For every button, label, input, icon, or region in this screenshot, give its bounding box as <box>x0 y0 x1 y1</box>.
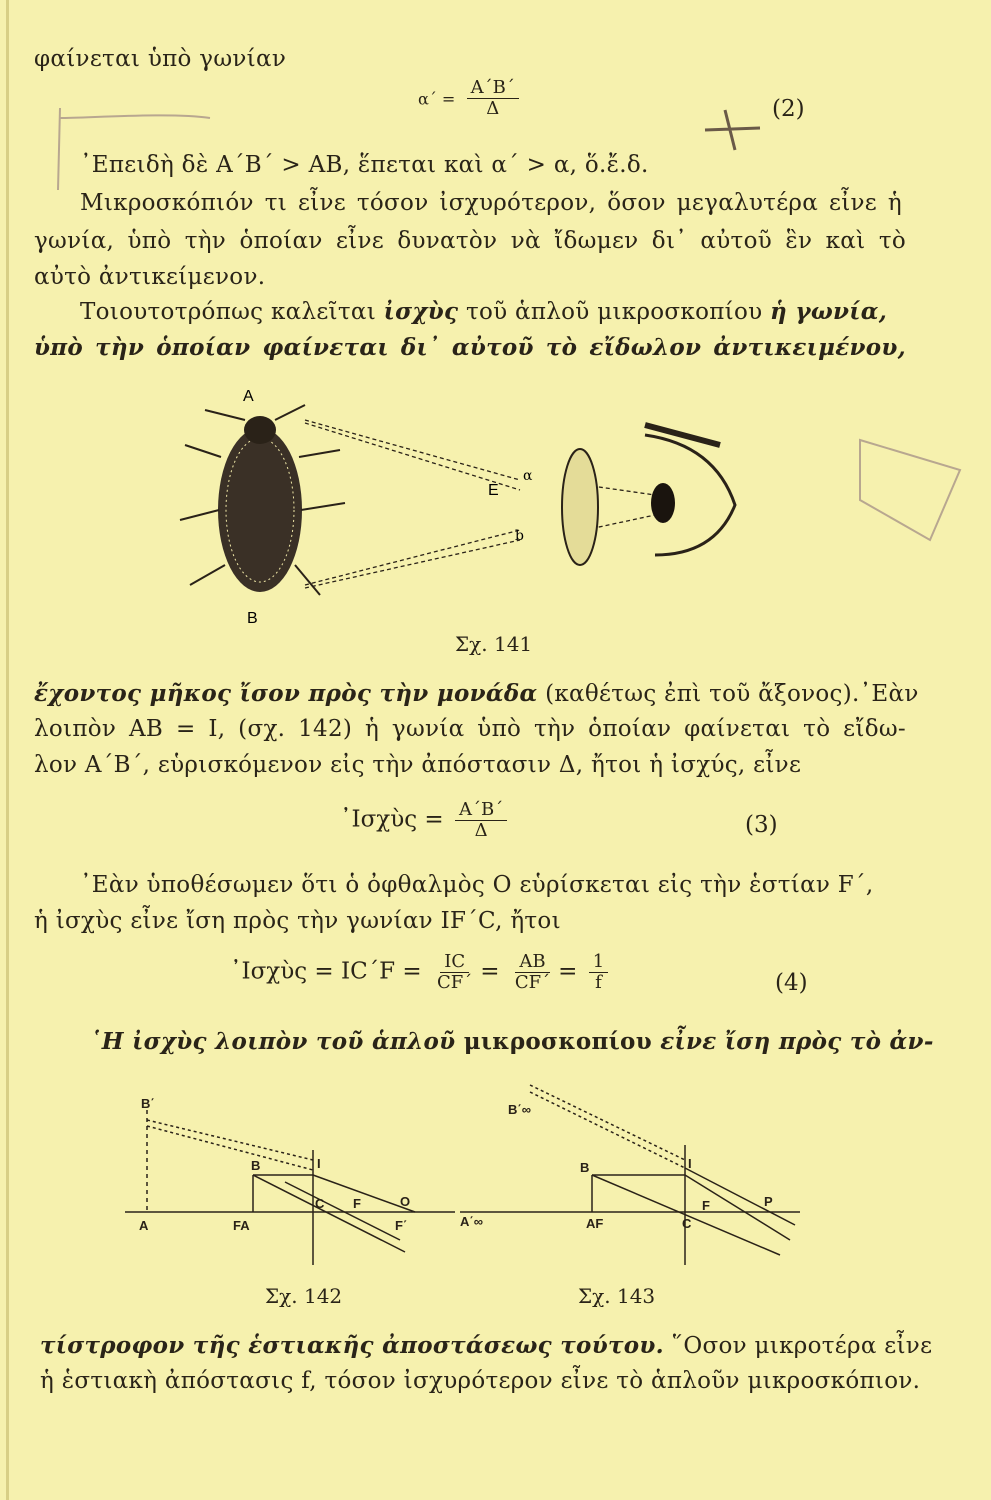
label-B: B <box>580 1160 590 1175</box>
label-E: Ε <box>488 482 499 499</box>
label-Bp: B΄ <box>141 1096 155 1111</box>
eq2-lhs: α΄ = <box>418 89 456 109</box>
label-I: I <box>688 1156 692 1171</box>
equation-number-4: (4) <box>775 970 808 996</box>
eq4-f1-denominator: CF΄ <box>437 971 473 993</box>
bold-term-ischys: ἰσχὺς <box>383 298 459 325</box>
figure-141 <box>175 385 775 625</box>
label-B: Β <box>247 610 258 627</box>
eq4-f2-denominator: CF΄ <box>514 971 551 993</box>
eq3-numerator: Α΄Β΄ <box>455 800 507 821</box>
bold-unit-length: ἔχοντος μῆκος ἴσον πρὸς τὴν μονάδα <box>34 680 538 707</box>
pencil-cross-mark <box>705 110 760 150</box>
text-line-12: ἡ ἰσχὺς εἶνε ἴση πρὸς τὴν γωνίαν IF΄C, ἤτοι <box>34 908 561 934</box>
label-b: b <box>515 528 524 544</box>
eq3-lhs: ᾿Ισχὺς = <box>340 806 444 833</box>
label-C: C <box>315 1196 325 1211</box>
ray <box>685 1168 795 1225</box>
text-line-2: ᾿Επειδὴ δὲ Α΄Β΄ > ΑΒ, ἕπεται καὶ α΄ > α, ὅ.ἔ.δ. <box>80 152 649 178</box>
text-span: (καθέτως ἐπὶ τοῦ ἄξονος).᾿Εὰν <box>537 681 919 707</box>
equation-4: ᾿Ισχὺς = IC΄F = $\frac{IC}{CF΄}$ = $\frac{AB}{CF΄}$ = $\frac{1}{f}$ <box>230 952 612 993</box>
label-A: A <box>139 1218 149 1233</box>
label-P: P <box>764 1194 773 1209</box>
dashed-ray <box>147 1126 313 1170</box>
ray <box>253 1175 408 1252</box>
text-line-3: Μικροσκόπιόν τι εἶνε τόσον ἰσχυρότερον, ὅσον μεγαλυτέρα εἶνε ἡ <box>80 190 902 216</box>
text-span: Τοιουτοτρόπως καλεῖται <box>80 299 384 325</box>
label-I: I <box>317 1156 321 1171</box>
text-span: τοῦ ἁπλοῦ μικροσκοπίου <box>458 299 771 325</box>
label-a: α <box>523 468 533 484</box>
eq2-numerator: Α΄Β΄ <box>467 78 519 99</box>
pencil-sketch <box>860 440 960 540</box>
bold-definition: ὑπὸ τὴν ὁποίαν φαίνεται δι᾿ αὐτοῦ τὸ εἴδωλον ἀντικειμένου, <box>34 334 906 361</box>
dashed-ray <box>147 1120 313 1160</box>
light-rays <box>305 420 655 588</box>
eq4-fraction-1 <box>433 952 476 993</box>
bold-term-gonia: ἡ γωνία, <box>770 298 888 325</box>
dashed-ray <box>530 1092 685 1168</box>
pencil-stroke <box>60 115 210 118</box>
text-line-9: λοιπὸν ΑΒ = Ι, (σχ. 142) ἡ γωνία ὑπὸ τὴν ὁποίαν φαίνεται τὸ εἴδω- <box>34 716 906 742</box>
text-line-10: λον Α΄Β΄, εὑρισκόμενον εἰς τὴν ἀπόστασιν Δ, ἤτοι ἡ ἰσχύς, εἶνε <box>34 752 802 778</box>
eq4-lhs: ᾿Ισχὺς = IC΄F = <box>230 958 422 985</box>
beetle-drawing <box>180 405 345 595</box>
eq4-fraction-3 <box>589 952 608 993</box>
text-line-11: ᾿Εὰν ὑποθέσωμεν ὅτι ὁ ὀφθαλμὸς Ο εὑρίσκεται εἰς τὴν ἑστίαν F΄, <box>80 872 874 898</box>
figure-143 <box>460 1080 800 1280</box>
text-line-8 <box>34 680 919 707</box>
text-line-7 <box>34 334 906 361</box>
figure-143-caption: Σχ. 143 <box>578 1284 656 1308</box>
text-line-1: φαίνεται ὑπὸ γωνίαν <box>34 46 287 72</box>
bold-text: τίστροφον τῆς ἑστιακῆς ἀποστάσεως τούτου. <box>40 1332 664 1359</box>
label-B: B <box>251 1158 261 1173</box>
label-FA: FA <box>233 1218 250 1233</box>
ray <box>592 1175 780 1255</box>
label-O: O <box>400 1194 411 1209</box>
text-line-6 <box>80 298 887 325</box>
label-C: C <box>682 1216 692 1231</box>
text-line-13 <box>90 1028 934 1055</box>
figure-142 <box>125 1090 465 1290</box>
eq4-fraction-2 <box>511 952 554 993</box>
eq3-denominator: Δ <box>474 819 488 841</box>
label-Ainf: A΄∞ <box>460 1214 483 1229</box>
label-F: F <box>353 1196 361 1211</box>
text-line-5: αὐτὸ ἀντικείμενον. <box>34 264 266 290</box>
label-A: Α <box>243 388 254 405</box>
eq4-f3-numerator: 1 <box>589 952 608 973</box>
equation-3 <box>340 800 511 841</box>
equation-number-2: (2) <box>772 96 805 122</box>
eye-drawing <box>645 425 735 555</box>
dashed-ray <box>530 1085 685 1160</box>
figure-142-caption: Σχ. 142 <box>265 1284 343 1308</box>
label-Fp: F΄ <box>395 1218 408 1233</box>
eq4-f3-denominator: f <box>595 971 602 993</box>
bold-text: ῾Η ἰσχὺς λοιπὸν τοῦ ἁπλοῦ <box>90 1028 464 1055</box>
text-line-4: γωνία, ὑπὸ τὴν ὁποίαν εἶνε δυνατὸν νὰ ἴδωμεν δι᾿ αὐτοῦ ἓν καὶ τὸ <box>34 228 906 254</box>
lens-drawing <box>562 449 598 565</box>
eq2-denominator: Δ <box>486 97 500 119</box>
eq4-f2-numerator: AB <box>515 952 549 973</box>
pencil-stroke <box>58 108 60 190</box>
eq3-fraction <box>455 800 507 841</box>
text-line-15: ἡ ἑστιακὴ ἀπόστασις f, τόσον ἰσχυρότερον εἶνε τὸ ἁπλοῦν μικροσκόπιον. <box>40 1368 921 1394</box>
text-line-14 <box>40 1332 933 1359</box>
label-F: F <box>702 1198 710 1213</box>
ray <box>685 1175 790 1240</box>
bold-text: μικροσκοπίου <box>463 1028 652 1055</box>
equation-number-3: (3) <box>745 812 778 838</box>
ray <box>285 1182 400 1240</box>
text-span: ῞Οσον μικροτέρα εἶνε <box>663 1333 933 1359</box>
bold-text: εἶνε ἴση πρὸς τὸ ἀν- <box>651 1028 934 1055</box>
figure-141-caption: Σχ. 141 <box>455 632 533 656</box>
eq4-f1-numerator: IC <box>440 952 469 973</box>
label-Binf: B΄∞ <box>508 1102 531 1117</box>
label-AF: AF <box>586 1216 604 1231</box>
